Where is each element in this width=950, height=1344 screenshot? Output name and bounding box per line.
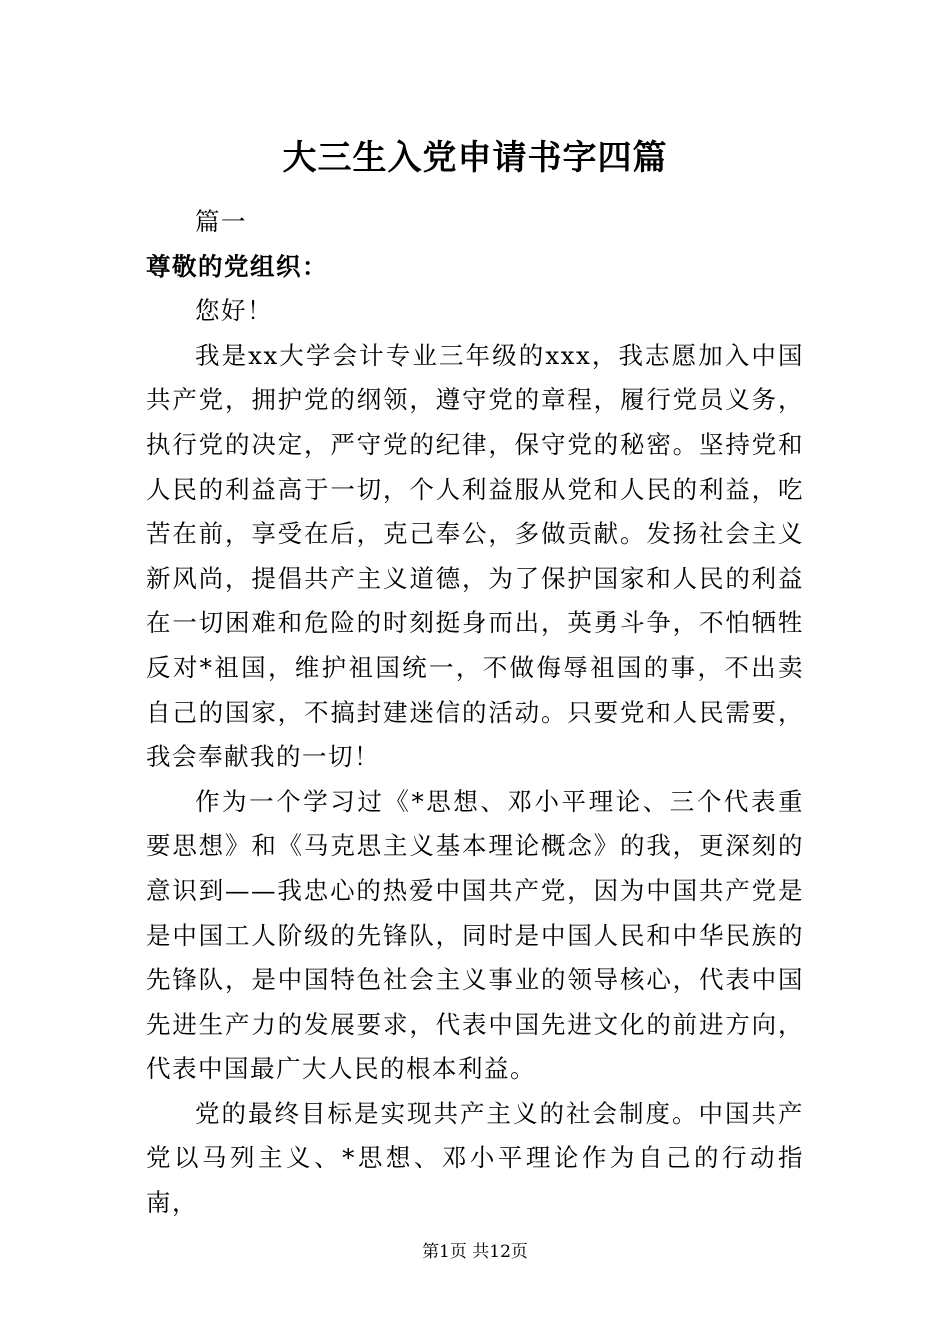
body-paragraph: 党的最终目标是实现共产主义的社会制度。中国共产党以马列主义、*思想、邓小平理论作为自己的行动指南，: [146, 1098, 804, 1218]
body-paragraph: 我是xx大学会计专业三年级的xxx，我志愿加入中国共产党，拥护党的纲领，遵守党的章程，履行党员义务，执行党的决定，严守党的纪律，保守党的秘密。坚持党和人民的利益高于一切，个人利益服从党和人民的利益，吃苦在前，享受在后，克己奉公，多做贡献。发扬社会主义新风尚，提倡共产主义道德，为了保护国家和人民的利益在一切困难和危险的时刻挺身而出，英勇斗争，不怕牺牲反对*祖国，维护祖国统一，不做侮辱祖国的事，不出卖自己的国家，不搞封建迷信的活动。只要党和人民需要，我会奉献我的一切！: [146, 340, 804, 772]
document-body: [146, 200, 804, 1226]
document-title: 大三生入党申请书字四篇: [282, 138, 668, 178]
salutation: 尊敬的党组织：: [146, 251, 328, 281]
body-paragraph: 作为一个学习过《*思想、邓小平理论、三个代表重要思想》和《马克思主义基本理论概念》的我，更深刻的意识到——我忠心的热爱中国共产党，因为中国共产党是是中国工人阶级的先锋队，同时是中国人民和中华民族的先锋队，是中国特色社会主义事业的领导核心，代表中国先进生产力的发展要求，代表中国先进文化的前进方向，代表中国最广大人民的根本利益。: [146, 786, 804, 1084]
section-label: 篇一: [195, 207, 247, 236]
greeting: 您好！: [195, 296, 273, 326]
page-number-footer: 第1页 共12页: [422, 1242, 528, 1262]
